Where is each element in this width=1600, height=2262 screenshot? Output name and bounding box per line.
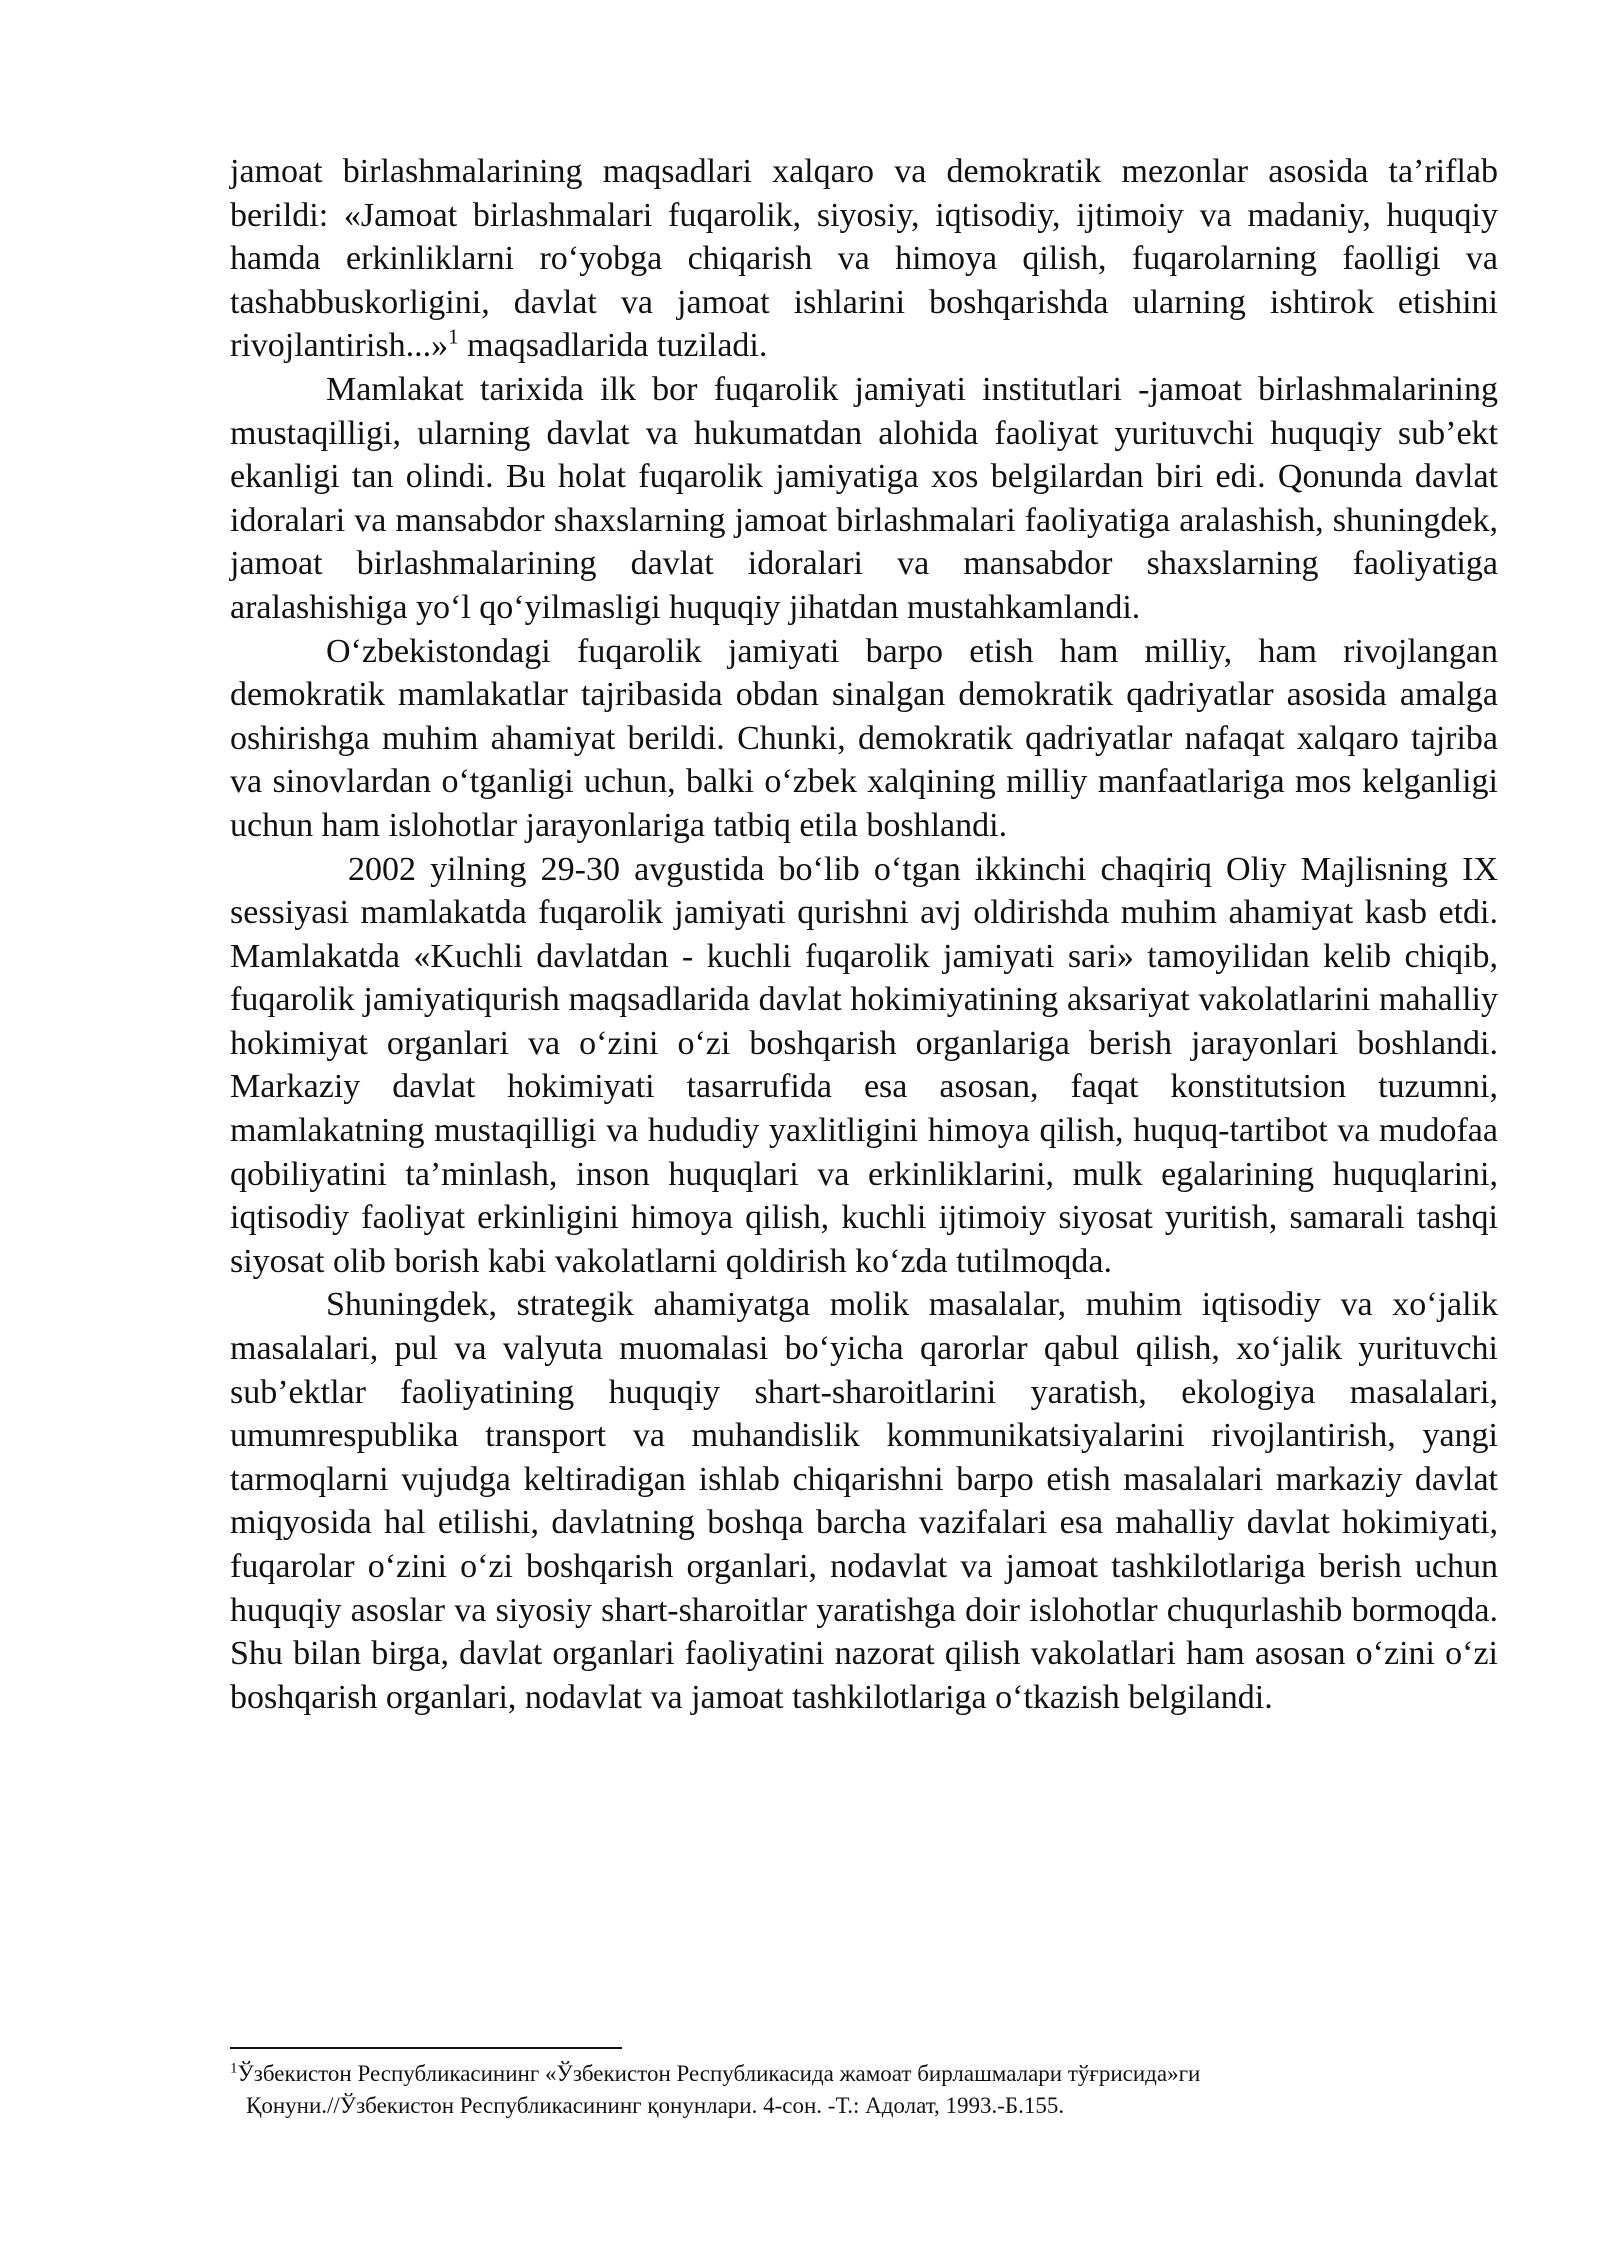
paragraph-3: O‘zbekistondagi fuqarolik jamiyati barpo etish ham milliy, ham rivojlangan demokratik mamlakatlar tajribasida obdan sinalgan demokratik qadriyatlar asosida amalga oshirishga muhim ahamiyat berildi. Chunki, demokratik qadriyatlar nafaqat xalqaro tajriba va sinovlardan o‘tganligi uchun, balki o‘zbek xalqining milliy manfaatlariga mos kelganligi uchun ham islohotlar jarayonlariga tatbiq etila boshlandi.	[230, 632, 1498, 844]
paragraph-1	[230, 150, 1498, 368]
footnote	[230, 2058, 1498, 2122]
footnote-line-1: Ўзбекистон Республикасининг «Ўзбекистон Республикасида жамоат бирлашмалари тўғрисида»ги	[237, 2061, 1201, 2086]
paragraph-4: 2002 yilning 29-30 avgustida bo‘lib o‘tgan ikkinchi chaqiriq Oliy Majlisning IX sessiyasi mamlakatda fuqarolik jamiyati qurishni avj oldirishda muhim ahamiyat kasb etdi. Mamlakatda «Kuchli davlatdan - kuchli fuqarolik jamiyati sari» tamoyilidan kelib chiqib, fuqarolik jamiyatiqurish maqsadlarida davlat hokimiyatining aksariyat vakolatlarini mahalliy hokimiyat organlari va o‘zini o‘zi boshqarish organlariga berish jarayonlari boshlandi. Markaziy davlat hokimiyati tasarrufida esa asosan, faqat konstitutsion tuzumni, mamlakatning mustaqilligi va hududiy yaxlitligini himoya qilish, huquq-tartibot va mudofaa qobiliyatini ta’minlash, inson huquqlari va erkinliklarini, mulk egalarining huquqlarini, iqtisodiy faoliyat erkinligini himoya qilish, kuchli ijtimoiy siyosat yuritish, samarali tashqi siyosat olib borish kabi vakolatlarni qoldirish ko‘zda tutilmoqda.	[230, 850, 1498, 1280]
paragraph-1-text-end: maqsadlarida tuziladi.	[458, 327, 768, 365]
paragraph-2: Mamlakat tarixida ilk bor fuqarolik jamiyati institutlari -jamoat birlashmalarining mustaqilligi, ularning davlat va hukumatdan alohida faoliyat yurituvchi huquqiy sub’ekt ekanligi tan olindi. Bu holat fuqarolik jamiyatiga xos belgilardan biri edi. Qonunda davlat idoralari va mansabdor shaxslarning jamoat birlashmalari faoliyatiga aralashish, shuningdek, jamoat birlashmalarining davlat idoralari va mansabdor shaxslarning faoliyatiga aralashishiga yo‘l qo‘yilmasligi huquqiy jihatdan mustahkamlandi.	[230, 370, 1498, 626]
document-body	[230, 150, 1498, 1719]
paragraph-5: Shuningdek, strategik ahamiyatga molik masalalar, muhim iqtisodiy va xo‘jalik masalalari, pul va valyuta muomalasi bo‘yicha qarorlar qabul qilish, xo‘jalik yurituvchi sub’ektlar faoliyatining huquqiy shart-sharoitlarini yaratish, ekologiya masalalari, umumrespublika transport va muhandislik kommunikatsiyalarini rivojlantirish, yangi tarmoqlarni vujudga keltiradigan ishlab chiqarishni barpo etish masalalari markaziy davlat miqyosida hal etilishi, davlatning boshqa barcha vazifalari esa mahalliy davlat hokimiyati, fuqarolar o‘zini o‘zi boshqarish organlari, nodavlat va jamoat tashkilotlariga berish uchun huquqiy asoslar va siyosiy shart-sharoitlar yaratishga doir islohotlar chuqurlashib bormoqda. Shu bilan birga, davlat organlari faoliyatini nazorat qilish vakolatlari ham asosan o‘zini o‘zi boshqarish organlari, nodavlat va jamoat tashkilotlariga o‘tkazish belgilandi.	[230, 1286, 1498, 1716]
paragraph-1-text: jamoat birlashmalarining maqsadlari xalqaro va demokratik mezonlar asosida ta’riflab berildi: «Jamoat birlashmalari fuqarolik, siyosiy, iqtisodiy, ijtimoiy va madaniy, huquqiy hamda erkinliklarni ro‘yobga chiqarish va himoya qilish, fuqarolarning faolligi va tashabbuskorligini, davlat va jamoat ishlarini boshqarishda ularning ishtirok etishini rivojlantirish...»	[230, 153, 1498, 365]
footnote-reference[interactable]: 1	[448, 325, 459, 350]
footnote-number: 1	[230, 2060, 238, 2077]
footnote-separator	[230, 2047, 622, 2049]
footnote-line-2: Қонуни.//Ўзбекистон Республикасининг қонунлари. 4-сон. -Т.: Адолат, 1993.-Б.155.	[246, 2093, 1065, 2118]
